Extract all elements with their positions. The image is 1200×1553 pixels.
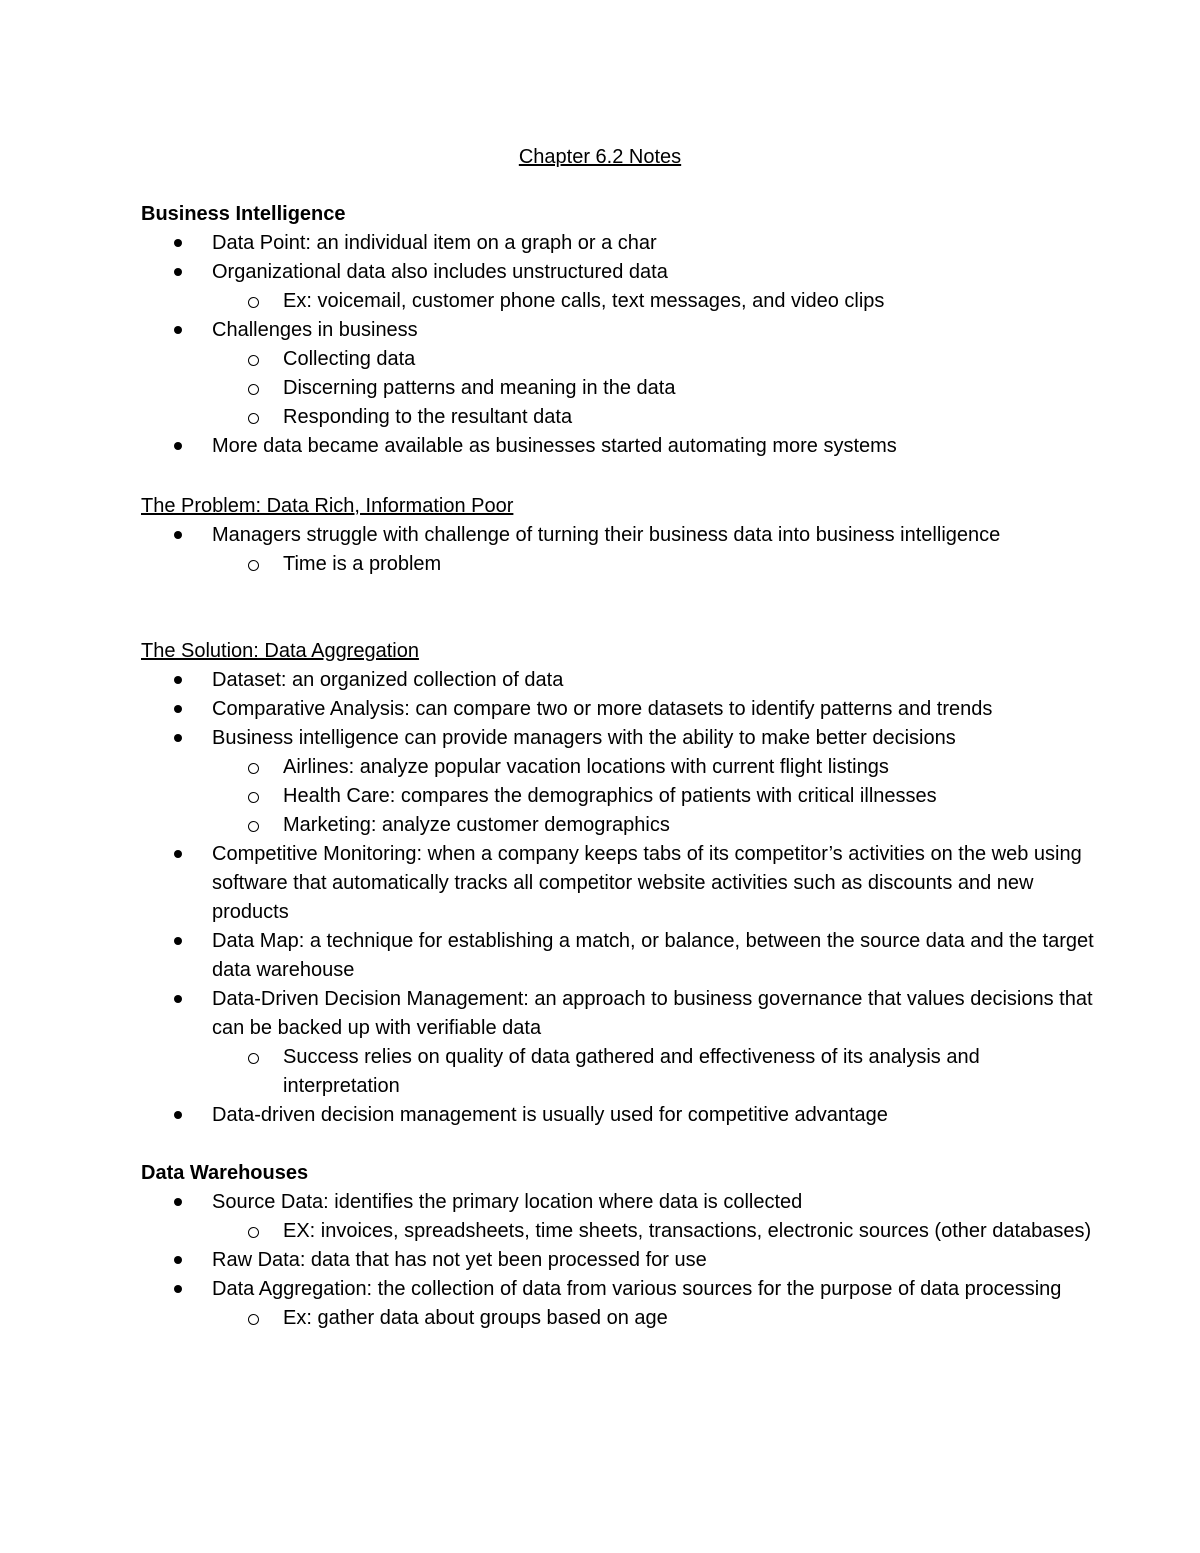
- sub-list-item: [141, 374, 1101, 403]
- bullet-icon: [174, 258, 184, 287]
- list-item-text: Competitive Monitoring: when a company keeps tabs of its competitor’s activities on the web using software that automatically tracks all competitor website activities such as discounts and new products: [212, 843, 1082, 923]
- bullet-icon: [174, 521, 184, 550]
- list-item-text: Success relies on quality of data gathered and effectiveness of its analysis and interpretation: [283, 1046, 980, 1097]
- list-item-text: Challenges in business: [212, 319, 418, 341]
- list-item-text: Data Point: an individual item on a graph or a char: [212, 232, 657, 254]
- list-item-text: Data Map: a technique for establishing a match, or balance, between the source data and the target data warehouse: [212, 930, 1094, 981]
- list-item-text: Ex: gather data about groups based on age: [283, 1307, 668, 1329]
- bullet-icon: [174, 666, 184, 695]
- section-heading: The Solution: Data Aggregation: [141, 640, 419, 662]
- list-item-text: Data-driven decision management is usually used for competitive advantage: [212, 1104, 888, 1126]
- list-item-text: Managers struggle with challenge of turning their business data into business intelligence: [212, 524, 1001, 546]
- hollow-bullet-icon: [248, 1304, 262, 1333]
- hollow-bullet-icon: [248, 550, 262, 579]
- bullet-icon: [174, 316, 184, 345]
- sub-list-item: [141, 782, 1101, 811]
- list-item: [141, 724, 1101, 753]
- bullet-icon: [174, 229, 184, 258]
- list-item-text: Data Aggregation: the collection of data from various sources for the purpose of data processing: [212, 1278, 1062, 1300]
- hollow-bullet-icon: [248, 811, 262, 840]
- sub-list-item: [141, 1043, 1101, 1101]
- list-item: [141, 229, 1101, 258]
- list-item-text: Organizational data also includes unstructured data: [212, 261, 668, 283]
- list-item: [141, 927, 1101, 985]
- bullet-list: [141, 666, 1101, 1130]
- list-item: [141, 666, 1101, 695]
- list-item: [141, 1246, 1101, 1275]
- bullet-icon: [174, 1188, 184, 1217]
- bullet-list: [141, 521, 1101, 579]
- bullet-icon: [174, 840, 184, 869]
- list-item-text: Time is a problem: [283, 553, 442, 575]
- list-item: [141, 695, 1101, 724]
- bullet-icon: [174, 724, 184, 753]
- hollow-bullet-icon: [248, 287, 262, 316]
- hollow-bullet-icon: [248, 374, 262, 403]
- bullet-list: [141, 1188, 1101, 1333]
- bullet-icon: [174, 1275, 184, 1304]
- bullet-icon: [174, 927, 184, 956]
- sub-list-item: [141, 811, 1101, 840]
- list-item-text: Dataset: an organized collection of data: [212, 669, 564, 691]
- hollow-bullet-icon: [248, 753, 262, 782]
- hollow-bullet-icon: [248, 1217, 262, 1246]
- section-business-intelligence: [141, 200, 1101, 461]
- hollow-bullet-icon: [248, 403, 262, 432]
- list-item-text: Comparative Analysis: can compare two or more datasets to identify patterns and trends: [212, 698, 993, 720]
- bullet-icon: [174, 695, 184, 724]
- hollow-bullet-icon: [248, 345, 262, 374]
- bullet-icon: [174, 1101, 184, 1130]
- section-heading: Data Warehouses: [141, 1162, 309, 1184]
- section-data-warehouses: [141, 1159, 1101, 1333]
- list-item-text: Data-Driven Decision Management: an approach to business governance that values decisions that can be backed up with verifiable data: [212, 988, 1093, 1039]
- list-item-text: Health Care: compares the demographics of patients with critical illnesses: [283, 785, 937, 807]
- list-item: [141, 316, 1101, 345]
- list-item: [141, 258, 1101, 287]
- list-item: [141, 1188, 1101, 1217]
- section-the-problem: [141, 492, 1101, 579]
- page-title: Chapter 6.2 Notes: [518, 146, 682, 168]
- section-heading: The Problem: Data Rich, Information Poor: [141, 495, 514, 517]
- list-item: [141, 840, 1101, 927]
- list-item-text: Raw Data: data that has not yet been processed for use: [212, 1249, 707, 1271]
- list-item-text: More data became available as businesses started automating more systems: [212, 435, 897, 457]
- list-item-text: Responding to the resultant data: [283, 406, 573, 428]
- hollow-bullet-icon: [248, 782, 262, 811]
- list-item: [141, 1275, 1101, 1304]
- sub-list-item: [141, 287, 1101, 316]
- section-the-solution: [141, 637, 1101, 1130]
- bullet-icon: [174, 985, 184, 1014]
- sub-list-item: [141, 550, 1101, 579]
- list-item-text: EX: invoices, spreadsheets, time sheets, transactions, electronic sources (other databases): [283, 1220, 1092, 1242]
- bullet-icon: [174, 1246, 184, 1275]
- sub-list-item: [141, 1217, 1101, 1246]
- sub-list-item: [141, 753, 1101, 782]
- hollow-bullet-icon: [248, 1043, 262, 1072]
- sub-list-item: [141, 1304, 1101, 1333]
- list-item: [141, 432, 1101, 461]
- list-item-text: Ex: voicemail, customer phone calls, text messages, and video clips: [283, 290, 885, 312]
- list-item-text: Collecting data: [283, 348, 416, 370]
- list-item-text: Source Data: identifies the primary location where data is collected: [212, 1191, 803, 1213]
- list-item: [141, 1101, 1101, 1130]
- list-item-text: Airlines: analyze popular vacation locations with current flight listings: [283, 756, 889, 778]
- bullet-icon: [174, 432, 184, 461]
- sub-list-item: [141, 345, 1101, 374]
- list-item: [141, 521, 1101, 550]
- list-item: [141, 985, 1101, 1043]
- list-item-text: Business intelligence can provide managers with the ability to make better decisions: [212, 727, 956, 749]
- bullet-list: [141, 229, 1101, 461]
- sub-list-item: [141, 403, 1101, 432]
- list-item-text: Marketing: analyze customer demographics: [283, 814, 670, 836]
- list-item-text: Discerning patterns and meaning in the data: [283, 377, 676, 399]
- section-heading: Business Intelligence: [141, 203, 346, 225]
